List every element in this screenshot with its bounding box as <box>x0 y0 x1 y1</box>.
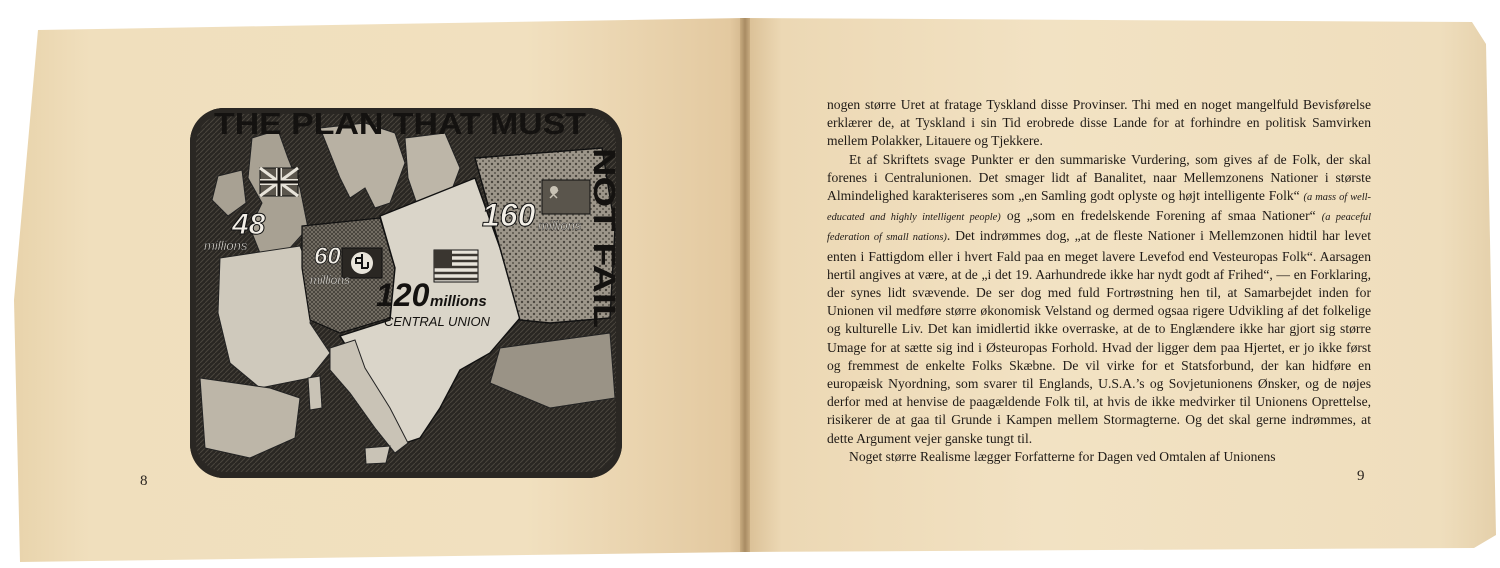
uk-population-number: 48 <box>232 208 266 241</box>
soviet-flag <box>542 180 590 214</box>
paragraph <box>827 96 1371 151</box>
paragraph <box>827 448 1371 466</box>
paragraph <box>827 151 1371 448</box>
text-run: Noget større Realisme lægger Forfatterne for Dagen ved Omtalen af Unionens <box>849 448 1276 464</box>
europe-map <box>190 108 622 478</box>
english-gloss: (a mass of well-educated and highly intelligent people) <box>827 192 1372 224</box>
british-flag <box>260 168 298 196</box>
map-illustration <box>190 108 622 478</box>
ussr-population-number: 160 <box>482 197 536 233</box>
left-page-number: 8 <box>140 473 148 489</box>
map-title-part2: NOT FAIL <box>587 148 622 290</box>
germany-population-number: 60 <box>314 243 341 270</box>
body-text <box>827 96 1371 466</box>
uk-population-unit: millions <box>204 238 248 253</box>
american-flag <box>434 250 478 282</box>
text-run: Et af Skriftets svage Punkter er den summariske Vurdering, som gives af de Folk, der skal forenes i Centralunionen. Det smager lidt af Banalitet, naar Mellemzonens Nationer i største Almindelighed karakteriseres som „en Samling godt oplyste og højt intelligente Folk“ <box>827 151 1371 204</box>
central-population-number: 120 <box>376 277 430 313</box>
book-spine <box>740 18 750 552</box>
text-run: nogen større Uret at fratage Tyskland disse Provinser. Thi med en noget mangelfuld Bevisførelse erklærer de, at Tyskland i sin Tid erobrede disse Lande for at forhindre en politisk Samvirken mellem Polakker, Litauere og Tjekkere. <box>827 97 1371 149</box>
central-population-unit: millions <box>430 293 487 310</box>
english-gloss: (a peaceful federation of small nations) <box>827 212 1371 244</box>
right-page-number: 9 <box>1357 468 1365 484</box>
text-run: og „som en fredelskende Forening af smaa Nationer“ <box>1000 208 1322 224</box>
sicily-shape <box>365 446 390 464</box>
ussr-population-unit: millions <box>538 218 582 233</box>
text-run: . Det indrømmes dog, „at de fleste Nationer i Mellemzonen hidtil har levet enten i Fattigdom eller i hvert Fald paa en meget lavere Levefod end Vesteuropas Folk“. Aarsagen hertil angives at være, at de „i det 19. Aarhundrede ikke har nydt godt af Frihed“, — en Forklaring, der synes lidt svævende. De ser dog med fuld Fortrøstning hen til, at Samarbejdet inden for Unionen vil medføre større økonomisk Velstand og dermed ogsaa rigere Udvikling af det folkelige og kulturelle Liv. Det kan imidlertid ikke overraske, at de to Englændere ikke har gjort sig større Umage for at sætte sig ind i Østeuropas Forhold. Hvad der ligger dem paa Hjertet, er jo ikke først og fremmest de enkelte Folks Skæbne. De vil virke for et Statsforbund, der kan hidføre en europæisk Nyordning, som svarer til Englands, U.S.A.’s og Sovjetunionens Ønsker, og de nøjes derfor med at henvise de paagældende Folk til, at hvis de ikke medvirker til Unionens Oprettelse, risikerer de at gaa til Grunde i Kampen mellem Stormagterne. Og det skal gerne indrømmes, at dette Argument vejer ganske tungt til. <box>827 228 1371 446</box>
central-union-label: CENTRAL UNION <box>384 314 490 329</box>
sardinia-shape <box>308 376 322 410</box>
map-title-part1: THE PLAN THAT MUST <box>214 108 587 141</box>
germany-population-unit: millions <box>310 273 351 287</box>
